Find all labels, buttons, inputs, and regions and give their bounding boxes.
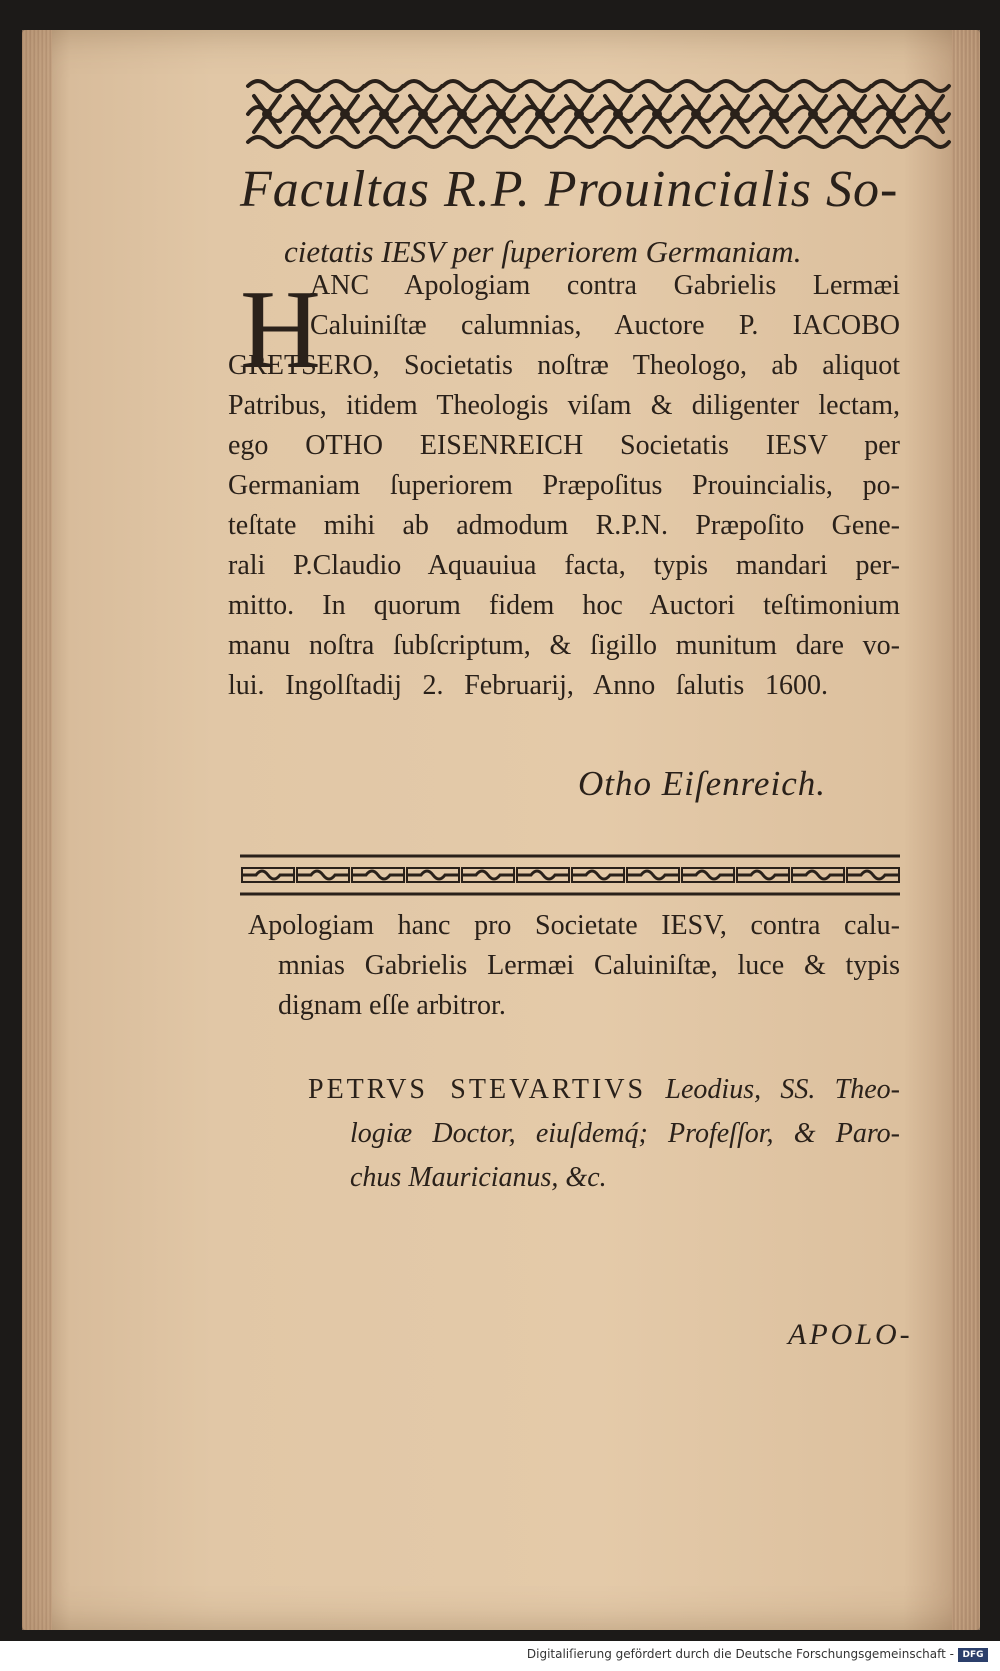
censor-title: Leodius, SS. Theo-: [665, 1074, 900, 1105]
text-line: mitto. In quorum fidem hoc Auctori teſtimonium: [228, 590, 900, 621]
ornament-motif: [794, 81, 832, 147]
ornament-motif: [560, 81, 598, 147]
ornament-motif: [911, 81, 949, 147]
text-line: rali P.Claudio Aquauiua facta, typis mandari per-: [228, 550, 900, 581]
text-line: GRETSERO, Societatis noſtræ Theologo, ab aliquot: [228, 350, 900, 381]
ornament-motif: [248, 81, 286, 147]
text-line: ANC Apologiam contra Gabrielis Lermæi: [310, 270, 900, 301]
text-line: lui. Ingolſtadij 2. Februarij, Anno ſalutis 1600.: [228, 670, 828, 701]
digitization-footer: [0, 1641, 1000, 1671]
chain-link: [627, 871, 679, 879]
chain-link: [517, 871, 569, 879]
drop-capital: H: [240, 268, 321, 392]
chain-link: [847, 871, 899, 879]
ornament-motif: [638, 81, 676, 147]
text-line: manu noſtra ſubſcriptum, & ſigillo munitum dare vo-: [228, 630, 900, 661]
censor-line: chus Mauricianus, &c.: [350, 1162, 607, 1193]
ornamental-divider: [240, 852, 960, 898]
ornamental-headpiece: [240, 72, 960, 156]
catchword: APOLO-: [788, 1318, 913, 1351]
censor-line: logiæ Doctor, eiuſdemq́; Profeſſor, & Paro-: [350, 1118, 900, 1149]
ornament-motif: [482, 81, 520, 147]
ornament-motif: [365, 81, 403, 147]
chain-link: [462, 871, 514, 879]
censor-line: [308, 1068, 900, 1112]
ornament-motif: [755, 81, 793, 147]
ornament-motif: [404, 81, 442, 147]
chain-link: [242, 871, 294, 879]
text-line: Caluiniſtæ calumnias, Auctore P. IACOBO: [310, 310, 900, 341]
text-line: Patribus, itidem Theologis viſam & diligenter lectam,: [228, 390, 900, 421]
ornament-motif: [443, 81, 481, 147]
chain-link: [297, 871, 349, 879]
approbation-line: Apologiam hanc pro Societate IESV, contra calu-: [248, 910, 900, 941]
chain-link: [792, 871, 844, 879]
approbation-line: mnias Gabrielis Lermæi Caluiniſtæ, luce & typis: [278, 950, 900, 981]
ornament-motif: [833, 81, 871, 147]
ornament-motif: [521, 81, 559, 147]
approbation-line: dignam eſſe arbitror.: [278, 990, 506, 1021]
signature-otho-eisenreich: Otho Eiſenreich.: [578, 764, 826, 803]
heading-line-1: Facultas R.P. Prouincialis So-: [240, 161, 899, 218]
chain-link: [572, 871, 624, 879]
text-line: ego OTHO EISENREICH Societatis IESV per: [228, 430, 900, 461]
footer-credit: Digitaliſierung gefördert durch die Deutsche Forschungsgemeinschaft -: [526, 1647, 954, 1661]
dfg-logo: DFG: [958, 1648, 988, 1662]
ornament-motif: [716, 81, 754, 147]
censor-name: PETRVS STEVARTIVS: [308, 1074, 647, 1105]
chain-link: [407, 871, 459, 879]
ornament-motif: [599, 81, 637, 147]
heading-line-2: cietatis IESV per ſuperiorem Germaniam.: [284, 234, 802, 269]
ornament-motif: [287, 81, 325, 147]
ornament-motif: [677, 81, 715, 147]
chain-link: [352, 871, 404, 879]
text-line: teſtate mihi ab admodum R.P.N. Præpoſito Gene-: [228, 510, 900, 541]
text-line: Germaniam ſuperiorem Præpoſitus Prouincialis, po-: [228, 470, 900, 501]
ornament-motif: [872, 81, 910, 147]
ornament-motif: [326, 81, 364, 147]
chain-link: [682, 871, 734, 879]
chain-link: [737, 871, 789, 879]
